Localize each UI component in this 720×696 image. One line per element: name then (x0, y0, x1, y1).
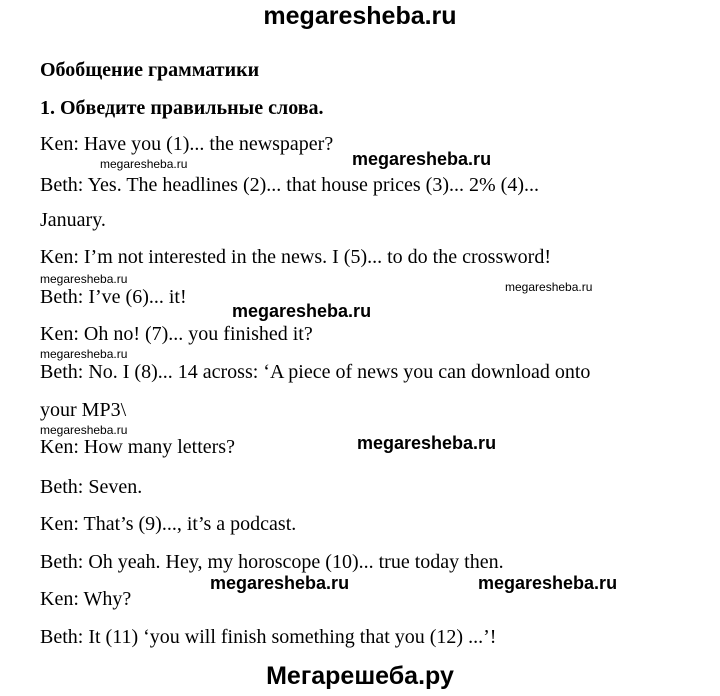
dialogue-line-1: Ken: Have you (1)... the newspaper? (40, 133, 334, 155)
site-footer: Мегарешеба.ру (266, 662, 454, 690)
dialogue-line-2: Beth: Yes. The headlines (2)... that house prices (3)... 2% (4)... (40, 174, 539, 196)
dialogue-line-5: Beth: I’ve (6)... it! (40, 286, 187, 308)
watermark-small: megaresheba.ru (100, 157, 188, 171)
dialogue-line-9: Ken: How many letters? (40, 436, 235, 458)
dialogue-line-13: Ken: Why? (40, 588, 132, 610)
watermark-big: megaresheba.ru (478, 573, 618, 593)
dialogue-line-8: your MP3\ (40, 399, 127, 421)
section-title: Обобщение грамматики (40, 59, 260, 81)
dialogue-line-14: Beth: It (11) ‘you will finish something that you (12) ...’! (40, 626, 497, 648)
dialogue-line-6: Ken: Oh no! (7)... you finished it? (40, 323, 313, 345)
watermark-big: megaresheba.ru (352, 149, 492, 169)
dialogue-line-3: January. (40, 209, 106, 231)
dialogue-line-12: Beth: Oh yeah. Hey, my horoscope (10)... true today then. (40, 551, 504, 573)
dialogue-line-4: Ken: I’m not interested in the news. I (5)... to do the crossword! (40, 246, 551, 268)
watermark-big: megaresheba.ru (232, 301, 372, 321)
watermark-big: megaresheba.ru (357, 433, 497, 453)
dialogue-line-10: Beth: Seven. (40, 476, 143, 498)
dialogue-line-11: Ken: That’s (9)..., it’s a podcast. (40, 513, 297, 535)
watermark-big: megaresheba.ru (210, 573, 350, 593)
task-title: 1. Обведите правильные слова. (40, 97, 324, 119)
watermark-small: megaresheba.ru (40, 347, 128, 361)
watermark-small: megaresheba.ru (40, 423, 128, 437)
dialogue-line-7: Beth: No. I (8)... 14 across: ‘A piece of news you can download onto (40, 361, 591, 383)
watermark-small: megaresheba.ru (505, 280, 593, 294)
watermark-small: megaresheba.ru (40, 272, 128, 286)
site-header: megaresheba.ru (263, 2, 457, 30)
